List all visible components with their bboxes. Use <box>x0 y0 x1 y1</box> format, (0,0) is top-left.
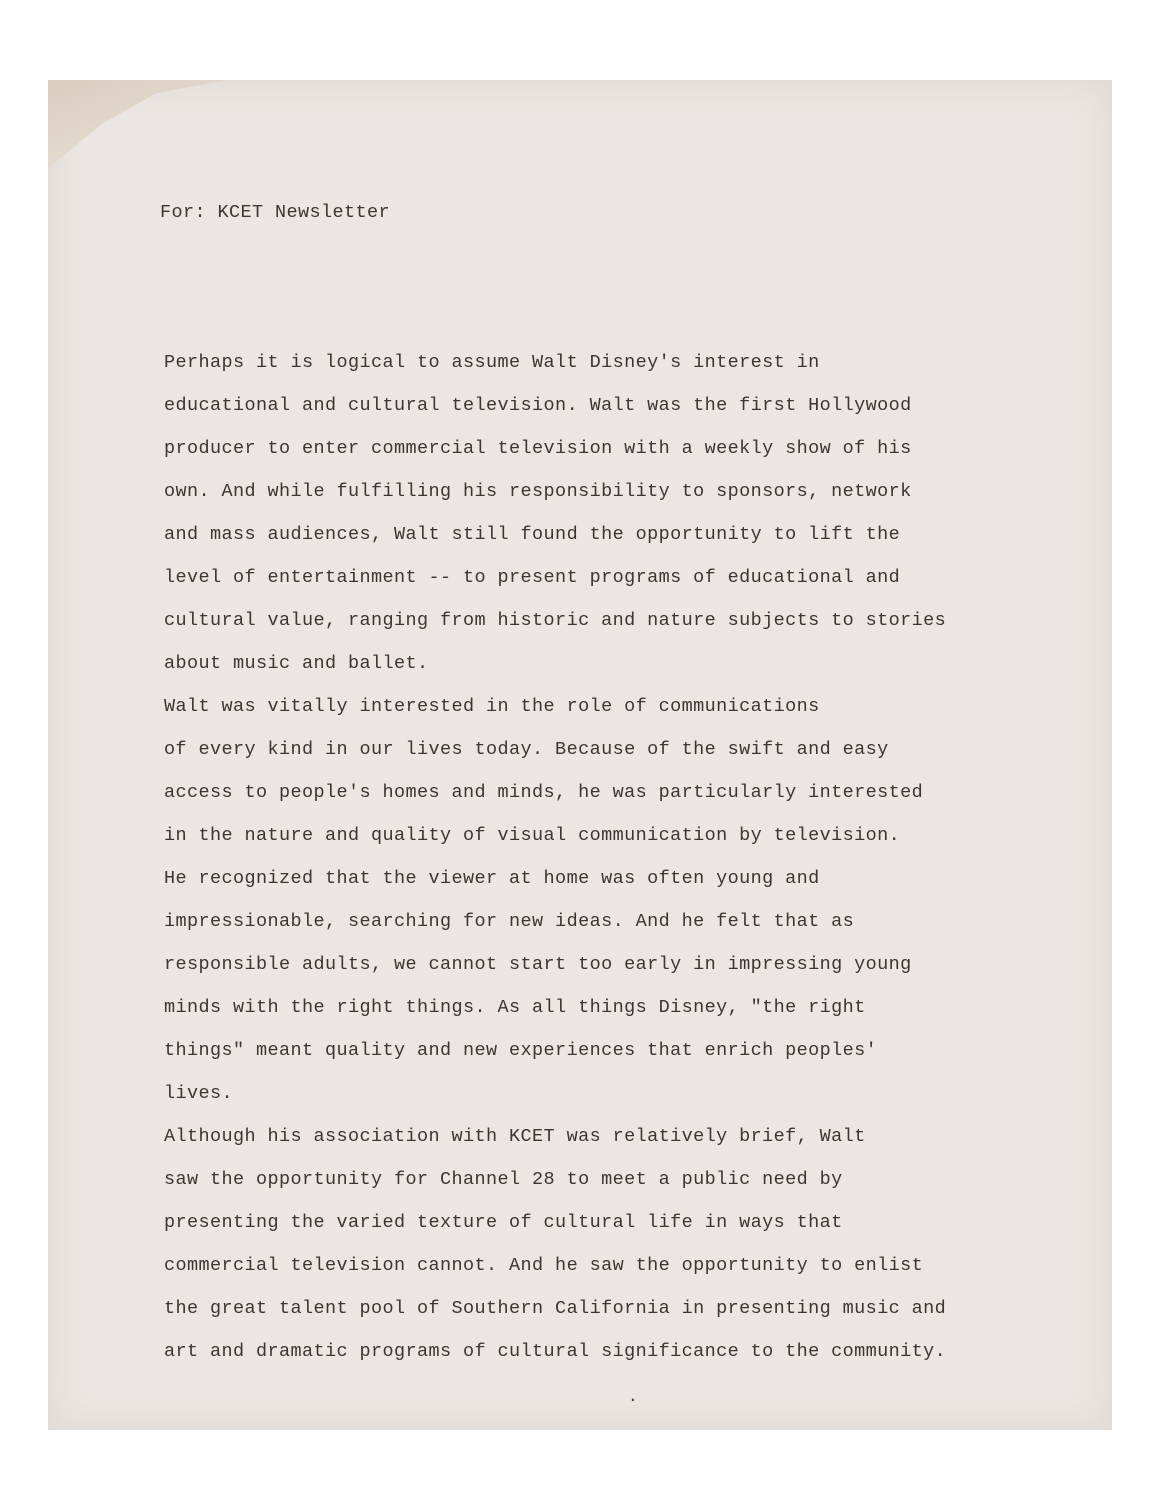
body-line-21: presenting the varied texture of cultural life in ways that <box>164 1212 843 1233</box>
typewritten-page <box>48 80 1112 1430</box>
body-line-18: lives. <box>164 1083 234 1104</box>
body-line-4: own. And while fulfilling his responsibility to sponsors, network <box>164 481 912 502</box>
page-mark: . <box>628 1388 638 1406</box>
body-line-11: access to people's homes and minds, he was particularly interested <box>164 782 924 803</box>
body-line-14: impressionable, searching for new ideas. And he felt that as <box>164 911 855 932</box>
body-line-8: about music and ballet. <box>164 653 429 674</box>
body-line-1: Perhaps it is logical to assume Walt Disney's interest in <box>164 352 820 373</box>
body-line-19: Although his association with KCET was relatively brief, Walt <box>164 1126 866 1147</box>
body-line-6: level of entertainment -- to present programs of educational and <box>164 567 901 588</box>
body-line-2: educational and cultural television. Walt was the first Hollywood <box>164 395 912 416</box>
body-line-23: the great talent pool of Southern California in presenting music and <box>164 1298 947 1319</box>
body-line-9: Walt was vitally interested in the role of communications <box>164 696 820 717</box>
newsletter-heading: For: KCET Newsletter <box>160 202 391 223</box>
body-line-16: minds with the right things. As all things Disney, "the right <box>164 997 866 1018</box>
body-line-10: of every kind in our lives today. Because of the swift and easy <box>164 739 889 760</box>
body-line-3: producer to enter commercial television with a weekly show of his <box>164 438 912 459</box>
body-line-20: saw the opportunity for Channel 28 to meet a public need by <box>164 1169 843 1190</box>
body-line-13: He recognized that the viewer at home was often young and <box>164 868 820 889</box>
body-line-22: commercial television cannot. And he saw the opportunity to enlist <box>164 1255 924 1276</box>
body-line-5: and mass audiences, Walt still found the opportunity to lift the <box>164 524 901 545</box>
body-line-12: in the nature and quality of visual communication by television. <box>164 825 901 846</box>
body-line-15: responsible adults, we cannot start too early in impressing young <box>164 954 912 975</box>
body-line-17: things" meant quality and new experiences that enrich peoples' <box>164 1040 878 1061</box>
torn-corner <box>48 80 228 190</box>
body-line-7: cultural value, ranging from historic and nature subjects to stories <box>164 610 947 631</box>
body-line-24: art and dramatic programs of cultural significance to the community. <box>164 1341 947 1362</box>
